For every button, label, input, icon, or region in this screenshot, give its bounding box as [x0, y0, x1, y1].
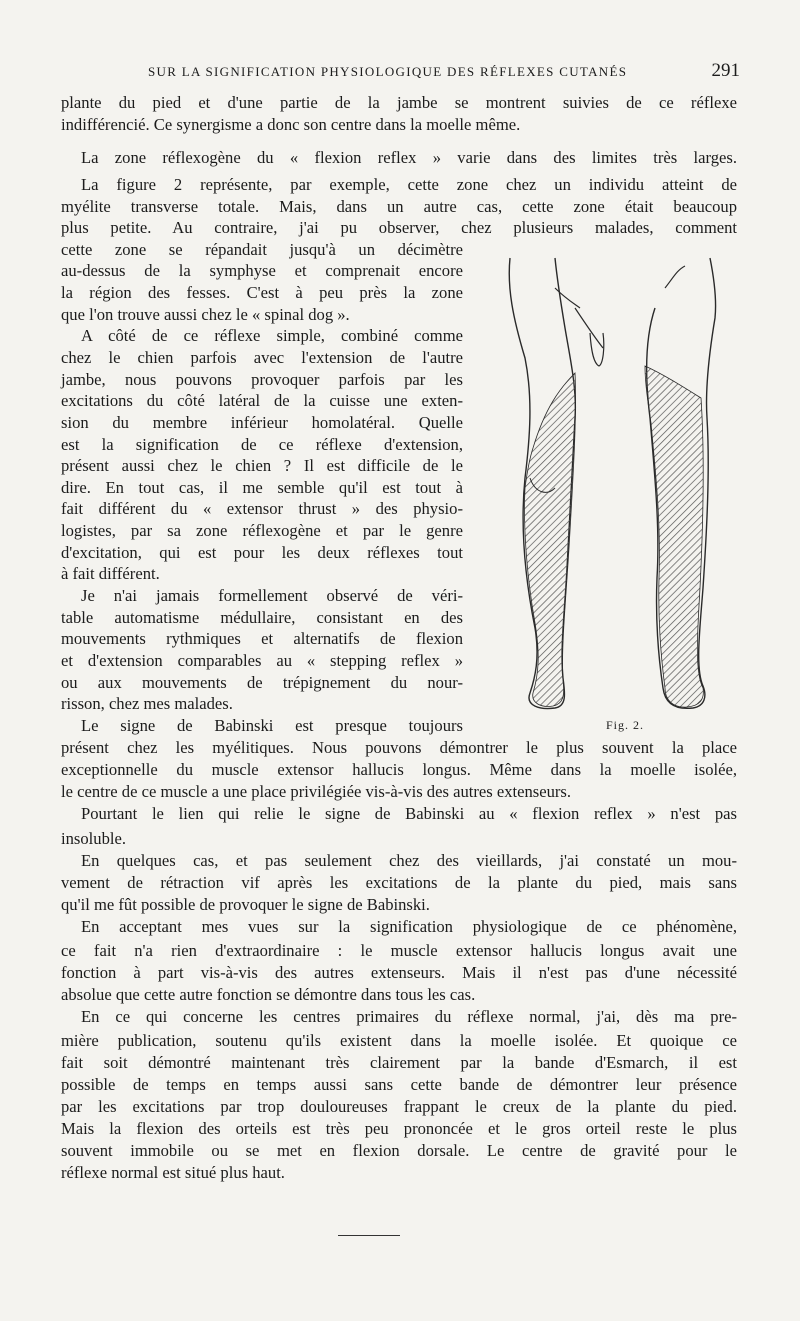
figure-caption: Fig. 2.: [606, 718, 645, 732]
text-line: sion du membre inférieur homolatéral. Quelle: [61, 413, 463, 432]
text-line: mouvements rythmiques et alternatifs de flexion: [61, 629, 463, 648]
text-line: A côté de ce réflexe simple, combiné comme: [81, 326, 463, 345]
text-line: présent aussi chez le chien ? Il est difficile de le: [61, 456, 463, 475]
text-line: En ce qui concerne les centres primaires du réflexe normal, j'ai, dès ma pre-: [81, 1007, 737, 1026]
text-line: chez le chien parfois avec l'extension de l'autre: [61, 348, 463, 367]
text-line: la région des fesses. C'est à peu près la zone: [61, 283, 463, 302]
text-line: souvent immobile ou se met en flexion dorsale. Le centre de gravité pour le: [61, 1141, 737, 1160]
text-line: En acceptant mes vues sur la signification physiologique de ce phénomène,: [81, 917, 737, 936]
text-line: excitations du côté latéral de la cuisse une exten-: [61, 391, 463, 410]
text-line: fait soit démontré maintenant très clairement par la bande d'Esmarch, il est: [61, 1053, 737, 1072]
right-leg-hatched-zone: [645, 366, 703, 707]
text-line: est la signification de ce réflexe d'extension,: [61, 435, 463, 454]
text-line: fonction à part vis-à-vis des autres extenseurs. Mais il n'est pas d'une nécessité: [61, 963, 737, 982]
text-line: Le signe de Babinski est presque toujours: [81, 716, 463, 735]
text-line: qu'il me fût possible de provoquer le signe de Babinski.: [61, 895, 430, 914]
text-line: Mais la flexion des orteils est très peu prononcée et le gros orteil reste le plus: [61, 1119, 737, 1138]
figure-2-legs-illustration: [495, 248, 740, 738]
text-line: que l'on trouve aussi chez le « spinal dog ».: [61, 305, 350, 324]
text-line: présent chez les myélitiques. Nous pouvons démontrer le plus souvent la place: [61, 738, 737, 757]
torso-outline: [555, 266, 685, 348]
text-line: réflexe normal est situé plus haut.: [61, 1163, 285, 1182]
left-leg-hatched-zone: [524, 373, 575, 706]
text-line: vement de rétraction vif après les excitations de la plante du pied, mais sans: [61, 873, 737, 892]
running-head: SUR LA SIGNIFICATION PHYSIOLOGIQUE DES RÉFLEXES CUTANÉS: [148, 64, 628, 79]
text-line: d'excitation, qui est pour les deux réflexes tout: [61, 543, 463, 562]
text-line: Je n'ai jamais formellement observé de véri-: [81, 586, 463, 605]
text-line: absolue que cette autre fonction se démontre dans tous les cas.: [61, 985, 476, 1004]
text-line: cette zone se répandait jusqu'à un décimètre: [61, 240, 463, 259]
text-line: par les excitations par trop douloureuses frappant le creux de la plante du pied.: [61, 1097, 737, 1116]
text-line: risson, chez mes malades.: [61, 694, 233, 713]
genital-outline: [590, 333, 604, 366]
text-line: plus petite. Au contraire, j'ai pu observer, chez plusieurs malades, comment: [61, 218, 737, 237]
text-line: fait différent du « extensor thrust » des physio-: [61, 499, 463, 518]
page-number: 291: [711, 60, 740, 81]
text-line: table automatisme médullaire, consistant en des: [61, 608, 463, 627]
text-line: logistes, par sa zone réflexogène et par le genre: [61, 521, 463, 540]
text-line: indifférencié. Ce synergisme a donc son centre dans la moelle même.: [61, 115, 521, 134]
text-line: Pourtant le lien qui relie le signe de Babinski au « flexion reflex » n'est pas: [81, 804, 737, 823]
text-line: ou aux mouvements de trépignement du nour-: [61, 673, 463, 692]
text-line: au-dessus de la symphyse et comprenait encore: [61, 261, 463, 280]
text-line: dire. En tout cas, il me semble qu'il est tout à: [61, 478, 463, 497]
text-line: En quelques cas, et pas seulement chez des vieillards, j'ai constaté un mou-: [81, 851, 737, 870]
text-line: mière publication, soutenu qu'ils existent dans la moelle isolée. Et quoique ce: [61, 1031, 737, 1050]
text-line: jambe, nous pouvons provoquer parfois par les: [61, 370, 463, 389]
text-line: La figure 2 représente, par exemple, cette zone chez un individu atteint de: [81, 175, 737, 194]
text-line: possible de temps en temps aussi sans cette bande de démontrer leur présence: [61, 1075, 737, 1094]
text-line: La zone réflexogène du « flexion reflex » varie dans des limites très larges.: [81, 148, 737, 167]
page-header: [60, 62, 740, 86]
text-line: ce fait n'a rien d'extraordinaire : le muscle extensor hallucis longus avait une: [61, 941, 737, 960]
text-line: et d'extension comparables au « stepping reflex »: [61, 651, 463, 670]
text-line: à fait différent.: [61, 564, 160, 583]
text-line: insoluble.: [61, 829, 126, 848]
end-rule: [338, 1235, 400, 1236]
text-line: myélite transverse totale. Mais, dans un autre cas, cette zone était beaucoup: [61, 197, 737, 216]
text-line: exceptionnelle du muscle extensor hallucis longus. Même dans la moelle isolée,: [61, 760, 737, 779]
text-line: le centre de ce muscle a une place privilégiée vis-à-vis des autres extenseurs.: [61, 782, 572, 801]
text-line: plante du pied et d'une partie de la jambe se montrent suivies de ce réflexe: [61, 93, 737, 112]
